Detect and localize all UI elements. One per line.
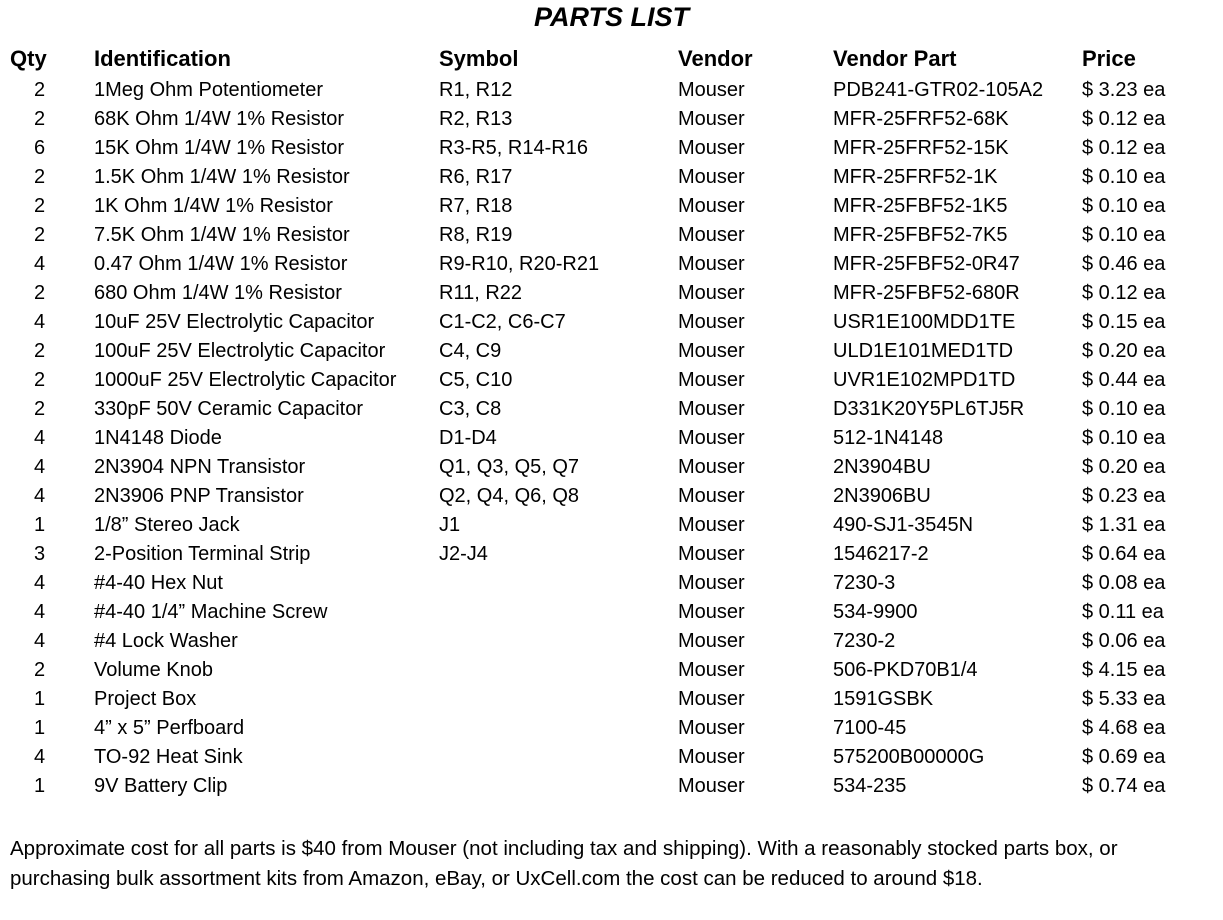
cell-price: $ 5.33 ea (1082, 688, 1166, 710)
cell-price: $ 0.11 ea (1082, 601, 1164, 623)
cell-identification: 7.5K Ohm 1/4W 1% Resistor (94, 224, 350, 246)
cell-identification: 1/8” Stereo Jack (94, 514, 240, 536)
cell-price: $ 0.74 ea (1082, 775, 1166, 797)
cell-vendor: Mouser (678, 166, 745, 188)
table-row (10, 714, 1210, 743)
cell-identification: 1.5K Ohm 1/4W 1% Resistor (94, 166, 350, 188)
cell-symbol: C1-C2, C6-C7 (439, 311, 566, 333)
cell-vendor-part: 490-SJ1-3545N (833, 514, 974, 536)
cell-identification: 100uF 25V Electrolytic Capacitor (94, 340, 386, 362)
cell-vendor: Mouser (678, 514, 745, 536)
cell-vendor-part: 575200B00000G (833, 746, 985, 768)
cell-identification: Project Box (94, 688, 197, 710)
cell-symbol: D1-D4 (439, 427, 497, 449)
cell-vendor-part: 7230-2 (833, 630, 896, 652)
cell-symbol: R2, R13 (439, 108, 513, 130)
table-row (10, 279, 1210, 308)
header-vendor-part: Vendor Part (833, 46, 957, 71)
cell-identification: TO-92 Heat Sink (94, 746, 243, 768)
cell-vendor: Mouser (678, 340, 745, 362)
table-row (10, 337, 1210, 366)
cell-qty: 4 (34, 311, 46, 333)
cell-qty: 4 (34, 253, 46, 275)
cell-vendor: Mouser (678, 282, 745, 304)
table-row (10, 221, 1210, 250)
table-row (10, 366, 1210, 395)
cell-price: $ 0.10 ea (1082, 195, 1166, 217)
cell-symbol: R9-R10, R20-R21 (439, 253, 600, 275)
table-row (10, 772, 1210, 801)
cell-vendor-part: MFR-25FBF52-680R (833, 282, 1020, 304)
cell-vendor: Mouser (678, 456, 745, 478)
cell-symbol: Q2, Q4, Q6, Q8 (439, 485, 580, 507)
cell-qty: 4 (34, 630, 46, 652)
cell-qty: 3 (34, 543, 46, 565)
cell-identification: 330pF 50V Ceramic Capacitor (94, 398, 364, 420)
cell-vendor: Mouser (678, 253, 745, 275)
header-identification: Identification (94, 46, 231, 71)
cell-price: $ 0.69 ea (1082, 746, 1166, 768)
cell-price: $ 0.20 ea (1082, 340, 1166, 362)
cell-vendor: Mouser (678, 311, 745, 333)
cell-qty: 4 (34, 572, 46, 594)
table-row (10, 685, 1210, 714)
cell-price: $ 0.15 ea (1082, 311, 1166, 333)
cell-identification: 4” x 5” Perfboard (94, 717, 245, 739)
cell-vendor-part: 1591GSBK (833, 688, 934, 710)
cell-symbol: R7, R18 (439, 195, 513, 217)
cell-vendor: Mouser (678, 195, 745, 217)
table-row (10, 250, 1210, 279)
cell-vendor-part: 1546217-2 (833, 543, 929, 565)
cell-price: $ 3.23 ea (1082, 79, 1166, 101)
cell-identification: 1K Ohm 1/4W 1% Resistor (94, 195, 333, 217)
cell-symbol: R8, R19 (439, 224, 513, 246)
cell-price: $ 0.12 ea (1082, 282, 1166, 304)
cell-vendor-part: MFR-25FBF52-0R47 (833, 253, 1020, 275)
cell-identification: 1000uF 25V Electrolytic Capacitor (94, 369, 397, 391)
cell-price: $ 0.10 ea (1082, 398, 1166, 420)
cell-qty: 4 (34, 746, 46, 768)
cell-vendor-part: MFR-25FRF52-15K (833, 137, 1009, 159)
cell-vendor-part: 7100-45 (833, 717, 907, 739)
cell-price: $ 0.10 ea (1082, 166, 1166, 188)
header-price: Price (1082, 46, 1136, 71)
cell-identification: 10uF 25V Electrolytic Capacitor (94, 311, 375, 333)
cell-identification: 0.47 Ohm 1/4W 1% Resistor (94, 253, 348, 275)
cell-symbol: R1, R12 (439, 79, 513, 101)
cost-note (10, 834, 1215, 894)
cell-vendor-part: 2N3904BU (833, 456, 931, 478)
table-row (10, 134, 1210, 163)
cell-vendor-part: 534-9900 (833, 601, 918, 623)
cell-price: $ 4.15 ea (1082, 659, 1166, 681)
cell-vendor: Mouser (678, 137, 745, 159)
table-row (10, 163, 1210, 192)
cell-symbol (439, 685, 678, 714)
cell-vendor-part: MFR-25FRF52-1K (833, 166, 998, 188)
cell-price: $ 0.46 ea (1082, 253, 1166, 275)
cell-identification: 1Meg Ohm Potentiometer (94, 79, 323, 101)
table-row (10, 569, 1210, 598)
cell-symbol: J2-J4 (439, 543, 488, 565)
cell-symbol (439, 743, 678, 772)
cell-vendor-part: MFR-25FRF52-68K (833, 108, 1009, 130)
cell-price: $ 0.12 ea (1082, 108, 1166, 130)
table-row (10, 308, 1210, 337)
cell-qty: 2 (34, 398, 46, 420)
table-row (10, 598, 1210, 627)
cell-vendor-part: 512-1N4148 (833, 427, 944, 449)
cell-identification: 680 Ohm 1/4W 1% Resistor (94, 282, 342, 304)
cell-vendor: Mouser (678, 398, 745, 420)
cell-symbol: R3-R5, R14-R16 (439, 137, 588, 159)
table-row (10, 656, 1210, 685)
cell-symbol: J1 (439, 514, 461, 536)
cell-symbol: C4, C9 (439, 340, 502, 362)
cell-price: $ 0.12 ea (1082, 137, 1166, 159)
cell-vendor-part: D331K20Y5PL6TJ5R (833, 398, 1025, 420)
cell-symbol: R11, R22 (439, 282, 523, 304)
table-row (10, 453, 1210, 482)
cell-vendor: Mouser (678, 746, 745, 768)
cell-identification: #4 Lock Washer (94, 630, 238, 652)
table-row (10, 540, 1210, 569)
table-row (10, 424, 1210, 453)
cell-vendor: Mouser (678, 601, 745, 623)
cell-qty: 2 (34, 369, 46, 391)
cell-vendor-part: PDB241-GTR02-105A2 (833, 79, 1044, 101)
cell-symbol: C3, C8 (439, 398, 502, 420)
cell-vendor: Mouser (678, 775, 745, 797)
cell-price: $ 0.23 ea (1082, 485, 1166, 507)
cell-qty: 2 (34, 195, 46, 217)
cell-qty: 2 (34, 79, 46, 101)
table-row (10, 627, 1210, 656)
cell-price: $ 4.68 ea (1082, 717, 1166, 739)
cell-symbol: R6, R17 (439, 166, 513, 188)
cell-qty: 2 (34, 282, 46, 304)
cell-price: $ 0.20 ea (1082, 456, 1166, 478)
cell-qty: 4 (34, 427, 46, 449)
parts-table (10, 42, 1210, 801)
cell-vendor-part: 534-235 (833, 775, 907, 797)
cell-vendor-part: MFR-25FBF52-7K5 (833, 224, 1008, 246)
cell-price: $ 0.06 ea (1082, 630, 1166, 652)
cell-price: $ 0.08 ea (1082, 572, 1166, 594)
table-row (10, 192, 1210, 221)
cell-vendor: Mouser (678, 79, 745, 101)
cell-identification: 2N3904 NPN Transistor (94, 456, 306, 478)
cell-vendor: Mouser (678, 572, 745, 594)
cell-symbol (439, 598, 678, 627)
cell-identification: 2N3906 PNP Transistor (94, 485, 304, 507)
cell-identification: 2-Position Terminal Strip (94, 543, 311, 565)
parts-table-body (10, 76, 1210, 801)
cell-qty: 1 (34, 688, 46, 710)
cell-vendor: Mouser (678, 630, 745, 652)
cell-symbol (439, 569, 678, 598)
cell-vendor-part: 506-PKD70B1/4 (833, 659, 978, 681)
cell-symbol (439, 714, 678, 743)
cell-vendor-part: MFR-25FBF52-1K5 (833, 195, 1008, 217)
header-row (10, 42, 1210, 76)
cell-qty: 2 (34, 224, 46, 246)
cell-price: $ 0.44 ea (1082, 369, 1166, 391)
cell-identification: 15K Ohm 1/4W 1% Resistor (94, 137, 345, 159)
cost-note-line-1: Approximate cost for all parts is $40 from Mouser (not including tax and shipping). With a reasonably stocked parts box, or (10, 837, 1118, 860)
cost-note-line-2: purchasing bulk assortment kits from Amazon, eBay, or UxCell.com the cost can be reduced to around $18. (10, 867, 983, 890)
cell-symbol: Q1, Q3, Q5, Q7 (439, 456, 580, 478)
cell-qty: 4 (34, 456, 46, 478)
cell-qty: 1 (34, 717, 46, 739)
cell-identification: #4-40 Hex Nut (94, 572, 223, 594)
table-row (10, 743, 1210, 772)
cell-vendor: Mouser (678, 485, 745, 507)
cell-vendor: Mouser (678, 717, 745, 739)
cell-identification: 68K Ohm 1/4W 1% Resistor (94, 108, 345, 130)
cell-qty: 6 (34, 137, 46, 159)
cell-price: $ 0.10 ea (1082, 224, 1166, 246)
cell-qty: 2 (34, 166, 46, 188)
table-row (10, 511, 1210, 540)
cell-symbol (439, 627, 678, 656)
cell-qty: 1 (34, 514, 46, 536)
cell-vendor: Mouser (678, 659, 745, 681)
cell-price: $ 1.31 ea (1082, 514, 1166, 536)
header-qty: Qty (10, 46, 47, 71)
cell-price: $ 0.10 ea (1082, 427, 1166, 449)
cell-symbol (439, 772, 678, 801)
cell-qty: 4 (34, 601, 46, 623)
cell-qty: 2 (34, 340, 46, 362)
cell-vendor: Mouser (678, 688, 745, 710)
cell-identification: 9V Battery Clip (94, 775, 228, 797)
cell-vendor-part: UVR1E102MPD1TD (833, 369, 1016, 391)
cell-vendor-part: USR1E100MDD1TE (833, 311, 1016, 333)
header-vendor: Vendor (678, 46, 753, 71)
page-title: PARTS LIST (533, 2, 689, 32)
cell-identification: Volume Knob (94, 659, 213, 681)
cell-identification: 1N4148 Diode (94, 427, 222, 449)
table-row (10, 76, 1210, 105)
cell-vendor: Mouser (678, 427, 745, 449)
cell-qty: 2 (34, 659, 46, 681)
cell-vendor-part: ULD1E101MED1TD (833, 340, 1014, 362)
cell-vendor: Mouser (678, 224, 745, 246)
header-symbol: Symbol (439, 46, 519, 71)
cell-vendor: Mouser (678, 543, 745, 565)
cell-symbol: C5, C10 (439, 369, 513, 391)
table-row (10, 395, 1210, 424)
table-row (10, 105, 1210, 134)
cell-vendor: Mouser (678, 108, 745, 130)
cell-qty: 1 (34, 775, 46, 797)
cell-vendor-part: 7230-3 (833, 572, 896, 594)
cell-price: $ 0.64 ea (1082, 543, 1166, 565)
cell-vendor: Mouser (678, 369, 745, 391)
cell-qty: 2 (34, 108, 46, 130)
cell-qty: 4 (34, 485, 46, 507)
cell-identification: #4-40 1/4” Machine Screw (94, 601, 328, 623)
cell-symbol (439, 656, 678, 685)
table-row (10, 482, 1210, 511)
cell-vendor-part: 2N3906BU (833, 485, 931, 507)
